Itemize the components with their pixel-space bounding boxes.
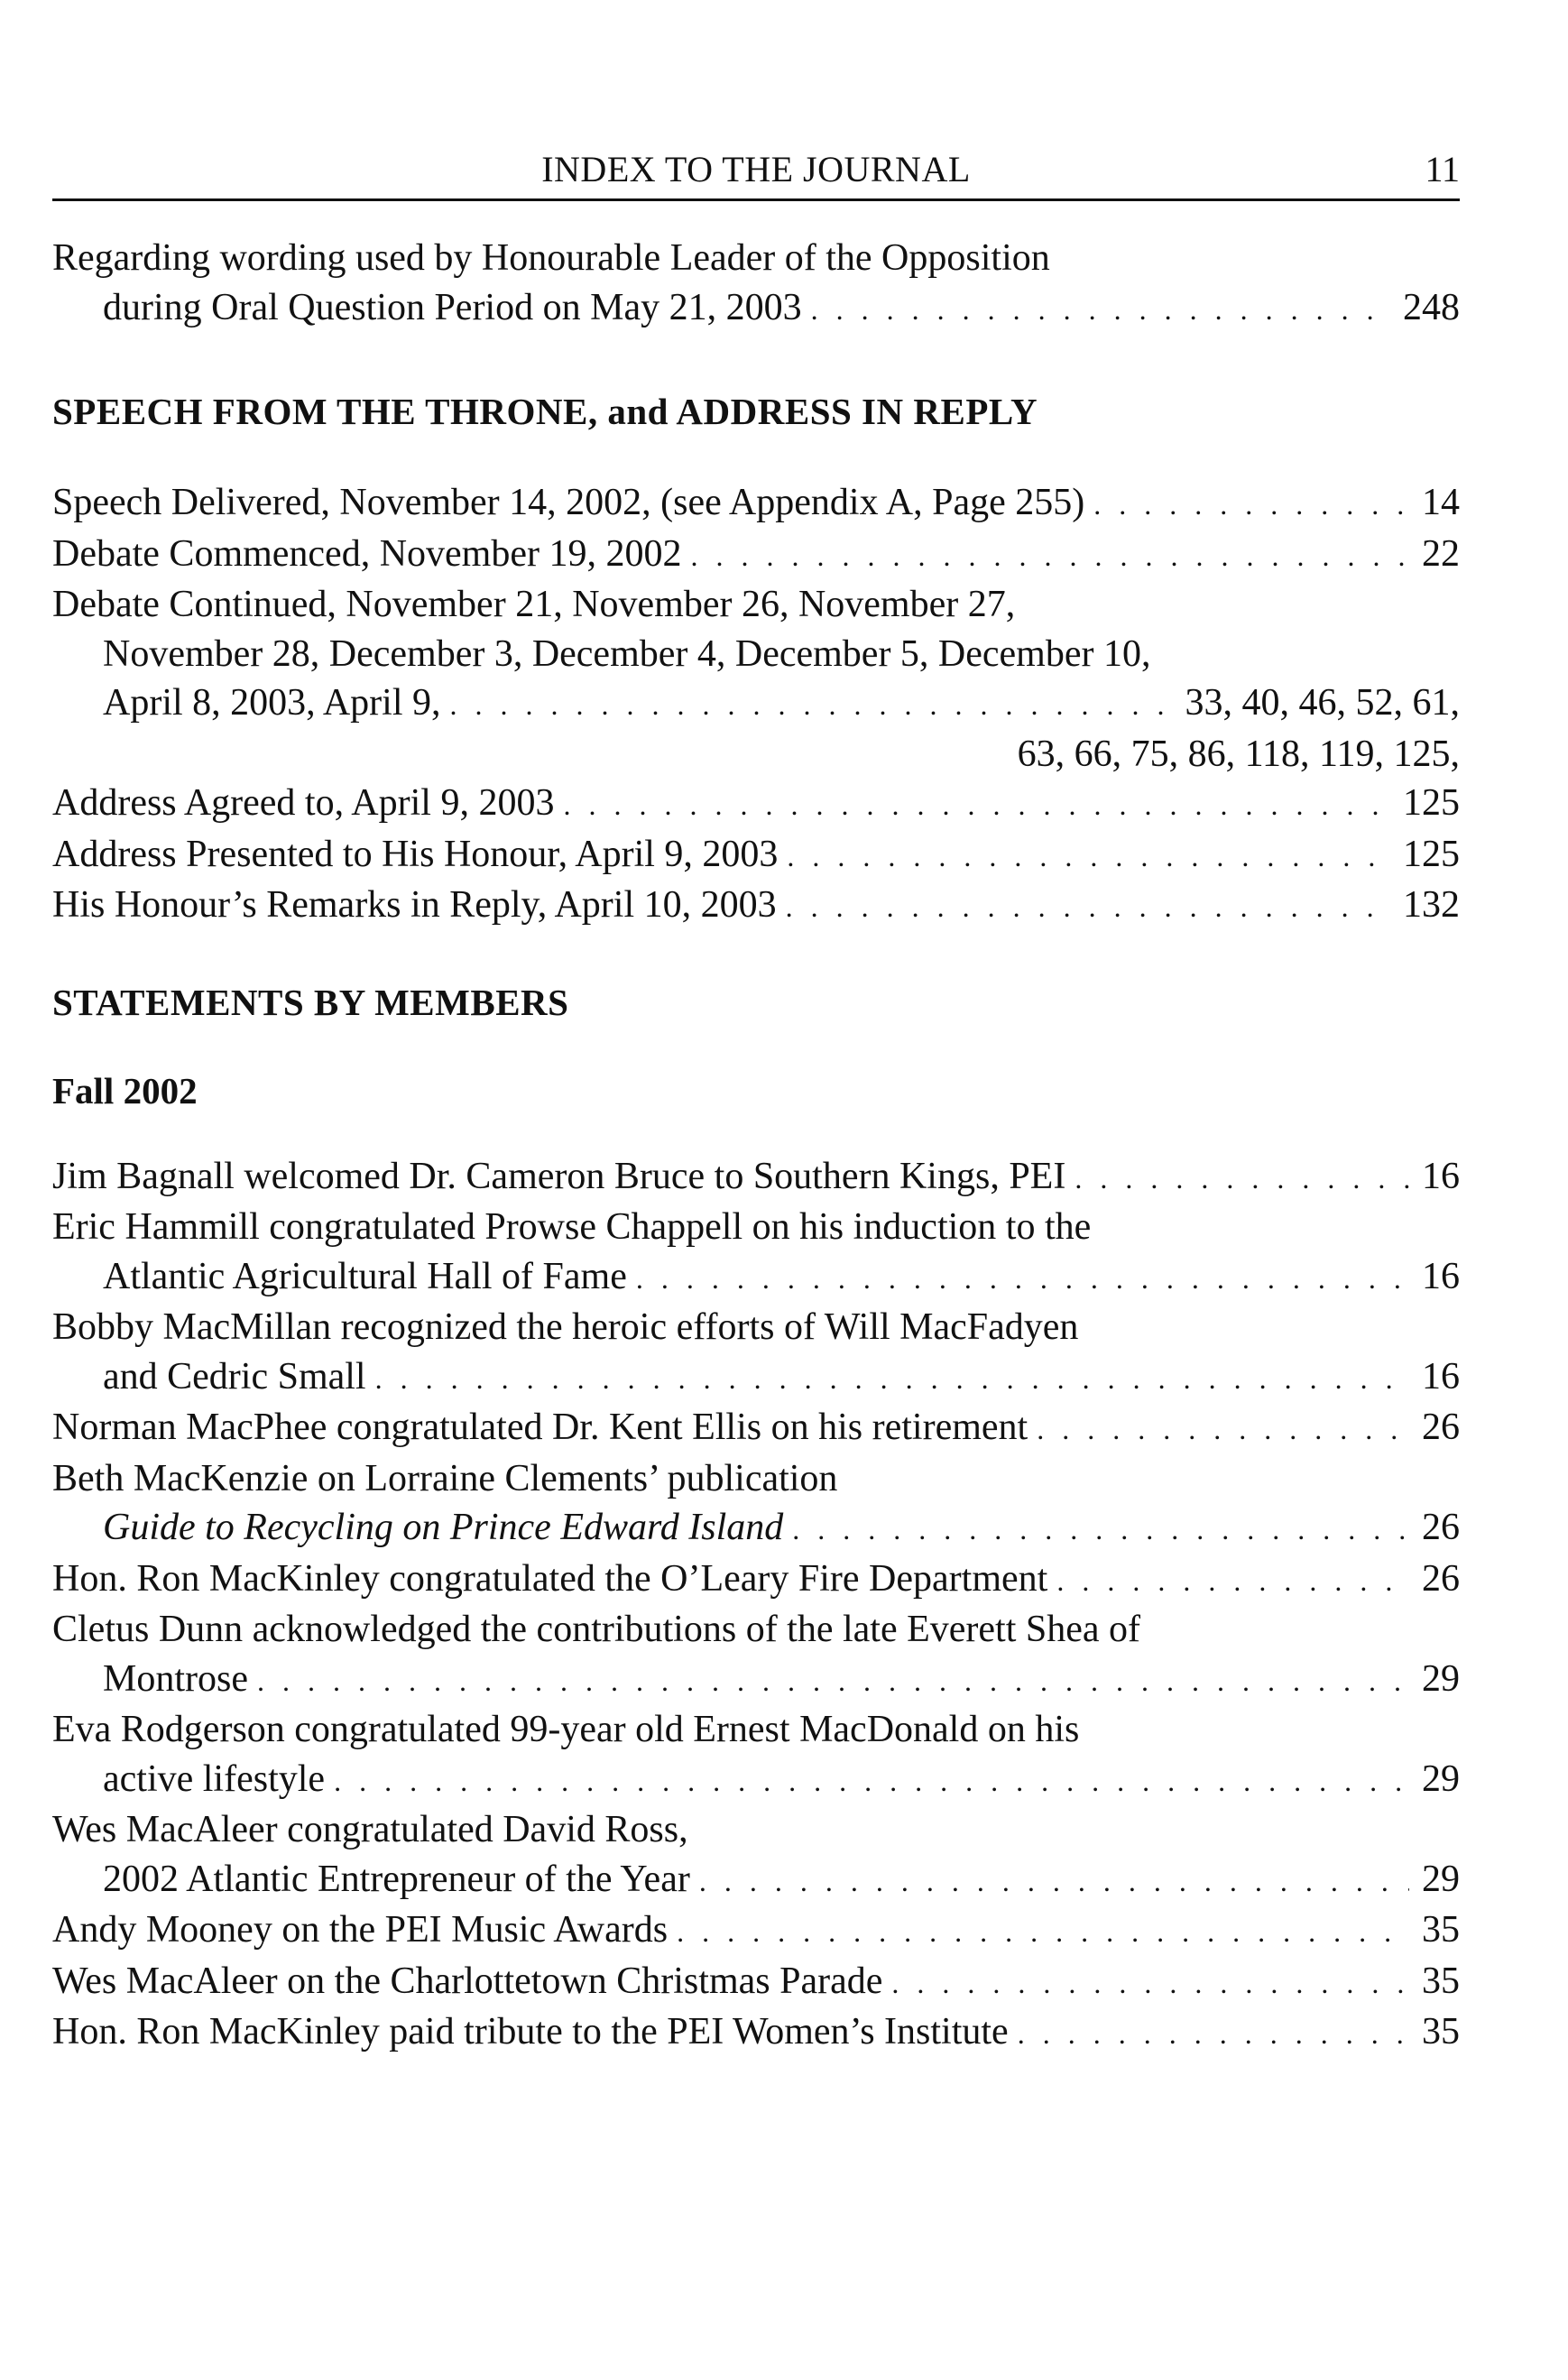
statement-entry xyxy=(52,1203,1460,1303)
entry-page: 29 xyxy=(1422,1858,1460,1900)
dot-leader xyxy=(699,1857,1409,1906)
entry-page: 26 xyxy=(1422,1557,1460,1600)
statement-entry xyxy=(52,1454,1460,1554)
entry-page: 35 xyxy=(1422,1909,1460,1951)
entry-page: 16 xyxy=(1422,1355,1460,1398)
entry-page: 14 xyxy=(1422,482,1460,523)
entry-text: Beth MacKenzie on Lorraine Clements’ publication xyxy=(52,1457,838,1499)
entry-page: 26 xyxy=(1422,1507,1460,1548)
entry-text: Wes MacAleer congratulated David Ross, xyxy=(52,1809,688,1850)
entry-text: 2002 Atlantic Entrepreneur of the Year xyxy=(103,1858,690,1900)
statement-entry xyxy=(52,1605,1460,1705)
dot-leader xyxy=(636,1254,1409,1304)
publication-title: Guide to Recycling on Prince Edward Island xyxy=(103,1507,784,1548)
entry-page: 22 xyxy=(1422,532,1460,575)
entry-page: 16 xyxy=(1422,1255,1460,1297)
entry-page: 125 xyxy=(1403,833,1460,875)
statement-entry xyxy=(52,1303,1460,1403)
entry-text: Debate Continued, November 21, November 26, November 27, xyxy=(52,584,1016,625)
entry-text: Bobby MacMillan recognized the heroic efforts of Will MacFadyen xyxy=(52,1306,1079,1348)
entry-text: Eva Rodgerson congratulated 99-year old Ernest MacDonald on his xyxy=(52,1709,1080,1750)
dot-leader xyxy=(1056,1556,1409,1606)
statement-entry xyxy=(52,1957,1460,2008)
entry-text: His Honour’s Remarks in Reply, April 10, 2003 xyxy=(52,884,777,926)
index-entry xyxy=(52,478,1460,530)
section-heading-statements: STATEMENTS BY MEMBERS xyxy=(52,981,569,1023)
entry-text: Wes MacAleer on the Charlottetown Christmas Parade xyxy=(52,1960,883,2002)
entry-page: 16 xyxy=(1422,1155,1460,1197)
index-page xyxy=(52,144,1460,2059)
statement-entry xyxy=(52,1554,1460,1606)
dot-leader xyxy=(677,1907,1409,1957)
entry-pages: 33, 40, 46, 52, 61, xyxy=(1185,682,1460,724)
dot-leader xyxy=(690,531,1409,581)
entry-pages-continued: 63, 66, 75, 86, 118, 119, 125, xyxy=(1017,733,1460,775)
entry-text: active lifestyle xyxy=(103,1757,326,1800)
statement-entry xyxy=(52,1403,1460,1454)
index-entry xyxy=(52,881,1460,932)
entry-text: Address Presented to His Honour, April 9, 2003 xyxy=(52,833,779,875)
index-entry xyxy=(52,779,1460,830)
entry-page: 26 xyxy=(1422,1407,1460,1448)
dot-leader xyxy=(811,285,1390,335)
dot-leader xyxy=(786,882,1390,932)
entry-text: Speech Delivered, November 14, 2002, (see Appendix A, Page 255) xyxy=(52,482,1085,523)
dot-leader xyxy=(375,1354,1409,1404)
index-entry xyxy=(52,530,1460,581)
page-number: 11 xyxy=(1425,149,1460,189)
statements-list xyxy=(52,1152,1460,2059)
entry-text: Cletus Dunn acknowledged the contributions of the late Everett Shea of xyxy=(52,1609,1141,1650)
index-entry-wording xyxy=(52,234,1460,334)
entry-text: April 8, 2003, April 9, xyxy=(103,682,441,724)
dot-leader xyxy=(257,1656,1409,1706)
entry-page: 132 xyxy=(1403,884,1460,926)
statement-entry xyxy=(52,1805,1460,1905)
entry-text: Hon. Ron MacKinley paid tribute to the PEI Women’s Institute xyxy=(52,2011,1009,2053)
entry-text: Norman MacPhee congratulated Dr. Kent Ellis on his retirement xyxy=(52,1407,1028,1448)
entry-text: Address Agreed to, April 9, 2003 xyxy=(52,782,555,824)
running-title: INDEX TO THE JOURNAL xyxy=(541,149,971,189)
statement-entry xyxy=(52,1705,1460,1805)
entry-page: 29 xyxy=(1422,1757,1460,1800)
entry-text: and Cedric Small xyxy=(103,1355,366,1398)
entry-text: Hon. Ron MacKinley congratulated the O’Leary Fire Department xyxy=(52,1557,1048,1600)
statement-entry xyxy=(52,2007,1460,2059)
entry-text: Jim Bagnall welcomed Dr. Cameron Bruce to Southern Kings, PEI xyxy=(52,1155,1066,1197)
entry-text: Montrose xyxy=(103,1657,248,1700)
entry-page: 125 xyxy=(1403,782,1460,824)
statement-entry xyxy=(52,1152,1460,1204)
entry-text: Eric Hammill congratulated Prowse Chappell on his induction to the xyxy=(52,1206,1092,1248)
section-heading-throne: SPEECH FROM THE THRONE, and ADDRESS IN REPLY xyxy=(52,391,1038,432)
entry-text: Atlantic Agricultural Hall of Fame xyxy=(103,1255,627,1297)
dot-leader xyxy=(1018,2009,1409,2059)
entry-page: 35 xyxy=(1422,1960,1460,2002)
dot-leader xyxy=(1093,480,1409,530)
dot-leader xyxy=(891,1959,1409,2008)
entry-page: 29 xyxy=(1422,1657,1460,1700)
entry-text: during Oral Question Period on May 21, 2003 xyxy=(103,286,802,328)
dot-leader xyxy=(450,680,1173,730)
dot-leader xyxy=(792,1505,1409,1554)
entry-text: Andy Mooney on the PEI Music Awards xyxy=(52,1909,669,1951)
dot-leader xyxy=(334,1757,1409,1806)
dot-leader xyxy=(1037,1405,1409,1454)
entry-page: 35 xyxy=(1422,2011,1460,2053)
entry-text: Regarding wording used by Honourable Leader of the Opposition xyxy=(52,237,1050,279)
entry-text: Debate Commenced, November 19, 2002 xyxy=(52,532,682,575)
dot-leader xyxy=(1075,1154,1409,1204)
entry-page: 248 xyxy=(1403,286,1460,328)
index-entry xyxy=(52,830,1460,881)
statement-entry xyxy=(52,1905,1460,1957)
subheading-fall-2002: Fall 2002 xyxy=(52,1069,198,1112)
entry-text: November 28, December 3, December 4, December 5, December 10, xyxy=(103,632,1151,675)
dot-leader xyxy=(787,832,1390,881)
running-header xyxy=(52,144,1460,201)
throne-entries xyxy=(52,478,1460,932)
dot-leader xyxy=(563,780,1390,830)
index-entry-debate-continued xyxy=(52,580,1460,779)
